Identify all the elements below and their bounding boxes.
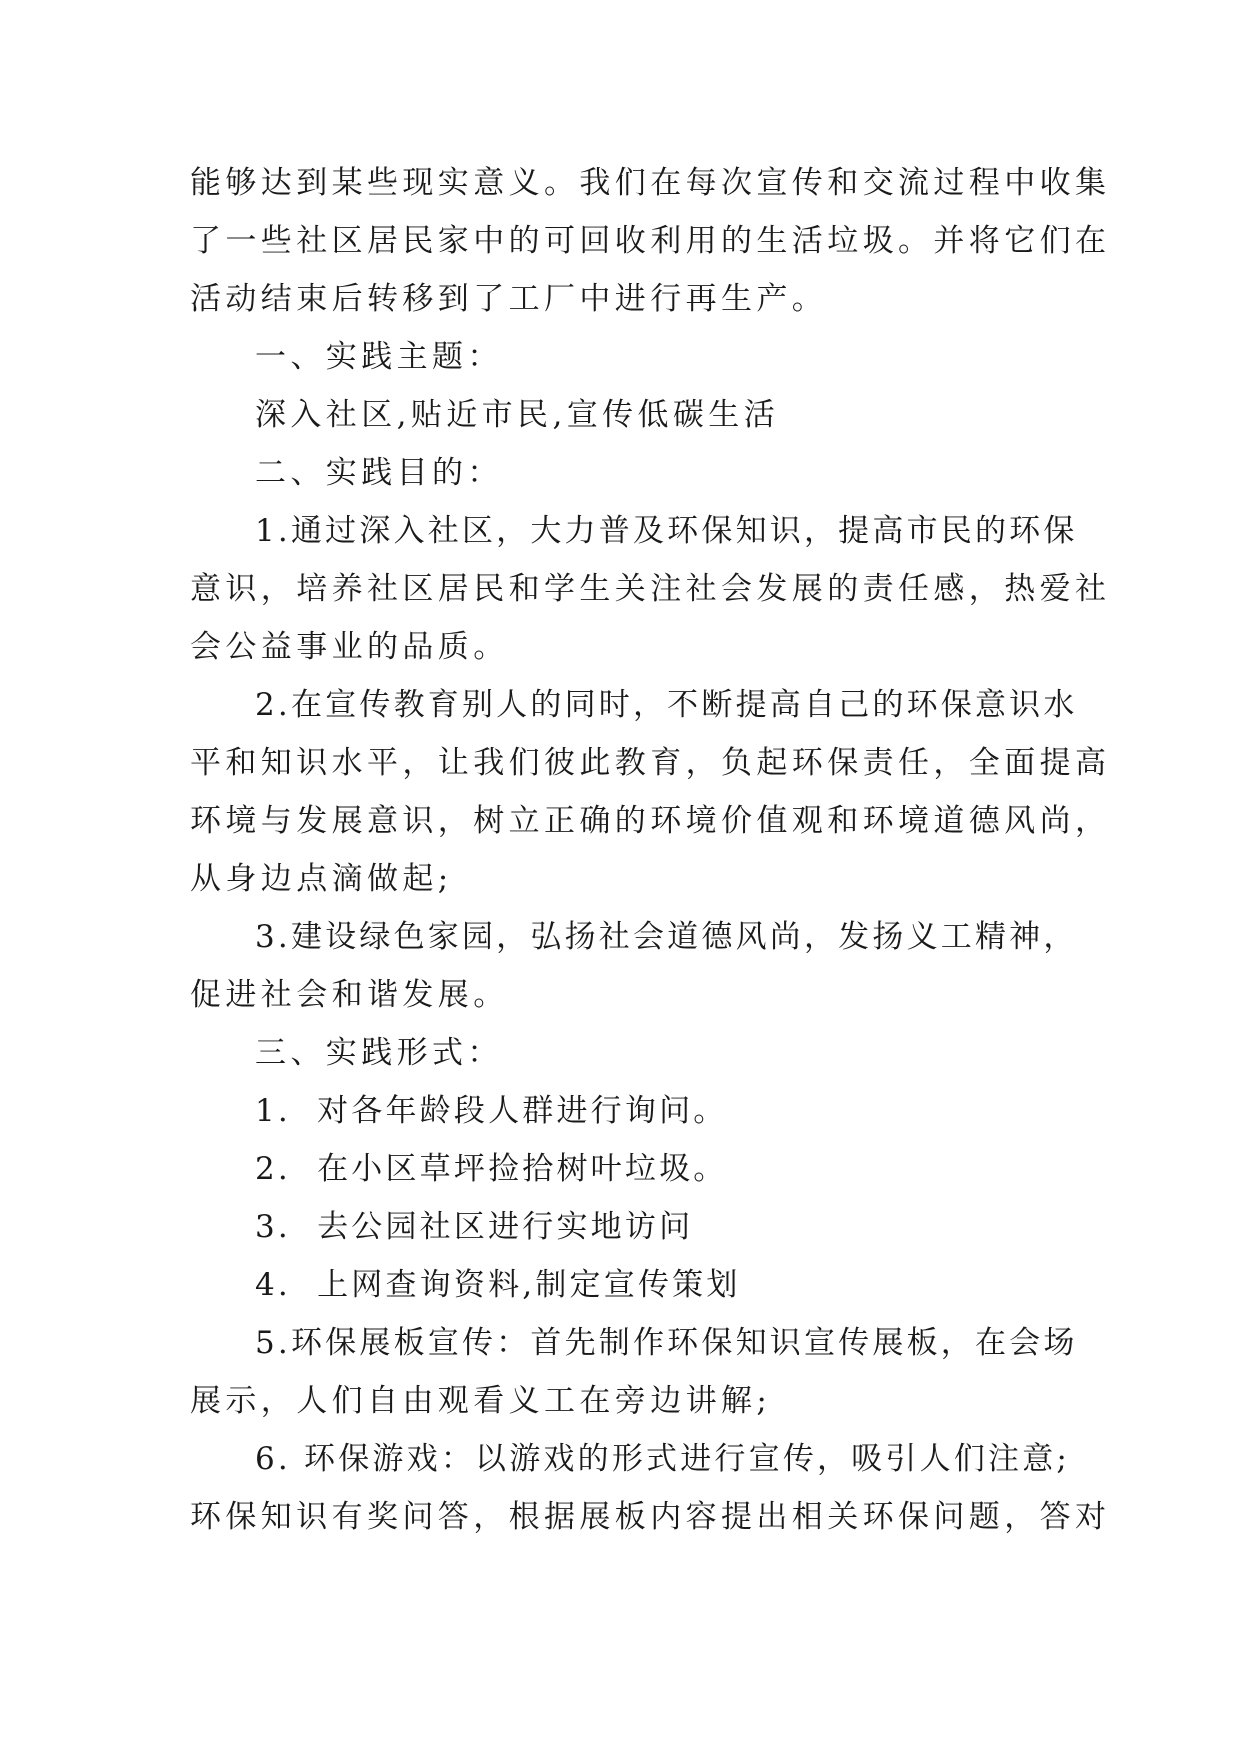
paragraph-line: 平和知识水平，让我们彼此教育，负起环保责任，全面提高 xyxy=(190,745,1111,781)
paragraph-line: 意识，培养社区居民和学生关注社会发展的责任感，热爱社 xyxy=(190,571,1111,607)
purpose-item-3: 3.建设绿色家园，弘扬社会道德风尚，发扬义工精神， xyxy=(255,919,1078,955)
section-heading-purpose: 二、实践目的： xyxy=(255,455,503,491)
paragraph-line: 环保知识有奖问答，根据展板内容提出相关环保问题，答对 xyxy=(190,1499,1111,1535)
purpose-item-2: 2.在宣传教育别人的同时，不断提高自己的环保意识水 xyxy=(255,687,1078,723)
paragraph-line: 展示，人们自由观看义工在旁边讲解; xyxy=(190,1383,772,1419)
form-item-2: 2. 在小区草坪捡拾树叶垃圾。 xyxy=(255,1151,728,1187)
paragraph-line: 能够达到某些现实意义。我们在每次宣传和交流过程中收集 xyxy=(190,165,1111,201)
section-heading-form: 三、实践形式： xyxy=(255,1035,503,1071)
form-item-5: 5.环保展板宣传：首先制作环保知识宣传展板，在会场 xyxy=(255,1325,1078,1361)
section-heading-theme: 一、实践主题： xyxy=(255,339,503,375)
paragraph-line: 活动结束后转移到了工厂中进行再生产。 xyxy=(190,281,828,317)
form-item-1: 1. 对各年龄段人群进行询问。 xyxy=(255,1093,728,1129)
paragraph-line: 会公益事业的品质。 xyxy=(190,629,509,665)
form-item-3: 3. 去公园社区进行实地访问 xyxy=(255,1209,694,1245)
theme-text: 深入社区,贴近市民,宣传低碳生活 xyxy=(255,397,780,433)
paragraph-line: 促进社会和谐发展。 xyxy=(190,977,509,1013)
purpose-item-1: 1.通过深入社区，大力普及环保知识，提高市民的环保 xyxy=(255,513,1078,549)
form-item-4: 4. 上网查询资料,制定宣传策划 xyxy=(255,1267,741,1303)
paragraph-line: 了一些社区居民家中的可回收利用的生活垃圾。并将它们在 xyxy=(190,223,1111,259)
form-item-6: 6. 环保游戏：以游戏的形式进行宣传，吸引人们注意; xyxy=(255,1441,1071,1477)
paragraph-line: 从身边点滴做起; xyxy=(190,861,453,897)
paragraph-line: 环境与发展意识，树立正确的环境价值观和环境道德风尚， xyxy=(190,803,1111,839)
